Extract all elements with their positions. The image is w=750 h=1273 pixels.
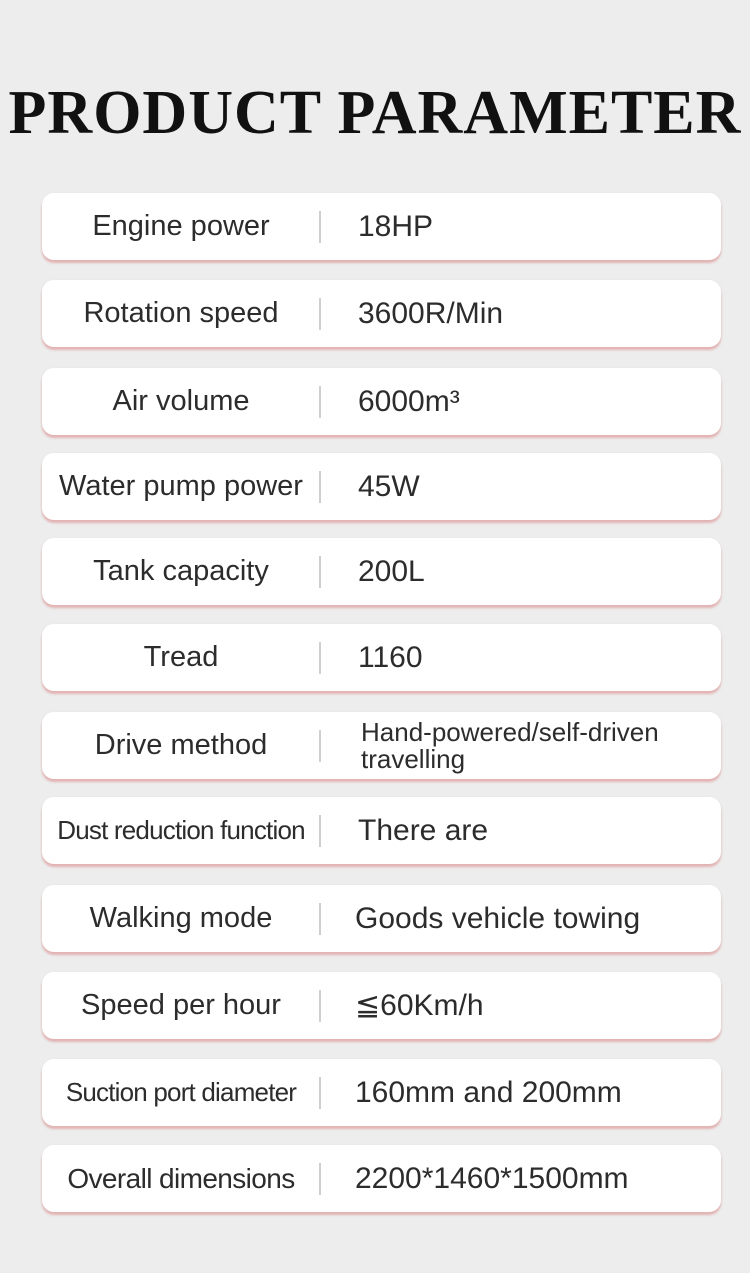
param-row-overall-dimensions: [42, 1145, 721, 1212]
param-label: Speed per hour: [81, 989, 281, 1021]
divider: [319, 1163, 321, 1195]
param-row-tread: [42, 624, 721, 691]
param-value: There are: [358, 813, 489, 847]
param-label: Tank capacity: [93, 555, 269, 587]
param-value: Hand-powered/self-driven travelling: [361, 716, 659, 774]
divider: [319, 1077, 321, 1109]
param-value: 3600R/Min: [358, 296, 504, 330]
divider: [319, 730, 321, 762]
param-value: Goods vehicle towing: [355, 901, 641, 935]
divider: [319, 471, 321, 503]
divider: [319, 642, 321, 674]
param-row-suction-port-diameter: [42, 1059, 721, 1126]
param-label: Drive method: [94, 729, 268, 761]
divider: [319, 386, 321, 418]
param-value: 2200*1460*1500mm: [355, 1161, 629, 1195]
divider: [319, 903, 321, 935]
param-row-water-pump-power: [42, 453, 721, 520]
param-value: 200L: [358, 554, 425, 588]
param-label: Rotation speed: [83, 297, 279, 329]
param-value: ≦60Km/h: [355, 989, 484, 1022]
param-value: 18HP: [358, 209, 434, 243]
param-label: Suction port diameter: [65, 1077, 297, 1107]
param-row-speed-per-hour: [42, 972, 721, 1039]
param-value: 6000m³: [358, 384, 460, 418]
divider: [319, 990, 321, 1022]
param-row-engine-power: [42, 193, 721, 260]
divider: [319, 298, 321, 330]
param-value: 45W: [358, 469, 420, 503]
param-label: Dust reduction function: [57, 815, 305, 845]
param-row-air-volume: [42, 368, 721, 435]
param-row-drive-method: [42, 712, 721, 779]
param-label: Walking mode: [89, 902, 273, 934]
param-label: Overall dimensions: [67, 1162, 295, 1194]
param-row-rotation-speed: [42, 280, 721, 347]
divider: [319, 815, 321, 847]
param-row-dust-reduction-function: [42, 797, 721, 864]
param-value: 1160: [358, 640, 423, 674]
divider: [319, 211, 321, 243]
divider: [319, 556, 321, 588]
param-label: Tread: [143, 641, 219, 673]
param-row-walking-mode: [42, 885, 721, 952]
param-value: 160mm and 200mm: [355, 1075, 622, 1109]
param-label: Water pump power: [59, 470, 303, 502]
page-title: PRODUCT PARAMETER: [8, 79, 742, 147]
param-row-tank-capacity: [42, 538, 721, 605]
param-label: Air volume: [112, 385, 250, 417]
param-label: Engine power: [92, 210, 270, 242]
